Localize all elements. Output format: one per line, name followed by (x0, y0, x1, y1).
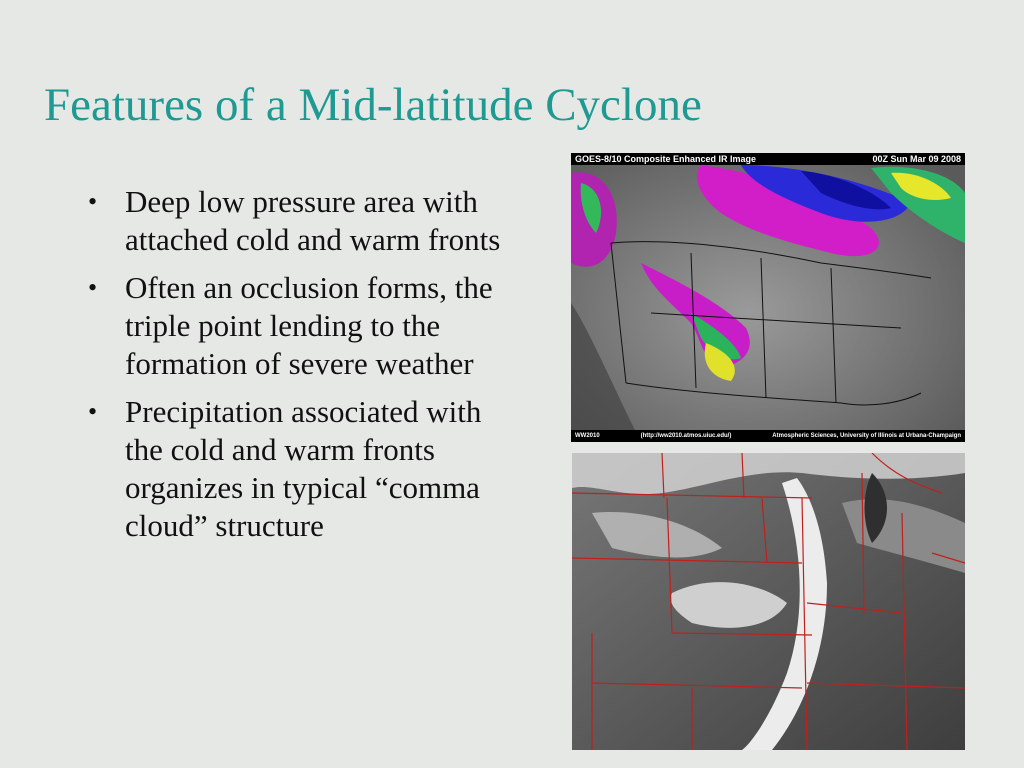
image-footer-mid: (http://ww2010.atmos.uiuc.edu/) (640, 433, 732, 439)
bullet-item (88, 183, 513, 259)
visible-satellite-image (572, 453, 965, 750)
ir-imagery-graphic (571, 153, 965, 442)
bullet-text: Deep low pressure area with attached cold and warm fronts (125, 184, 501, 257)
bullet-dot-icon: • (88, 187, 98, 216)
image-header (571, 153, 965, 165)
image-footer-left: WW2010 (575, 433, 600, 439)
image-header-left: GOES-8/10 Composite Enhanced IR Image (575, 154, 757, 164)
bullet-item (88, 269, 513, 383)
image-footer-right: Atmospheric Sciences, University of Illinois at Urbana-Champaign (772, 433, 961, 439)
visible-imagery-graphic (572, 453, 965, 750)
bullet-text: Often an occlusion forms, the triple point lending to the formation of severe weather (125, 270, 493, 381)
slide-title: Features of a Mid-latitude Cyclone (44, 79, 702, 131)
bullet-dot-icon: • (88, 273, 98, 302)
image-footer (571, 430, 965, 442)
bullet-dot-icon: • (88, 397, 98, 426)
bullet-list (88, 183, 513, 555)
image-header-right: 00Z Sun Mar 09 2008 (872, 154, 961, 164)
bullet-text: Precipitation associated with the cold and warm fronts organizes in typical “comma cloud” structure (125, 394, 482, 543)
bullet-item (88, 393, 513, 545)
goes-ir-satellite-image (571, 153, 965, 442)
